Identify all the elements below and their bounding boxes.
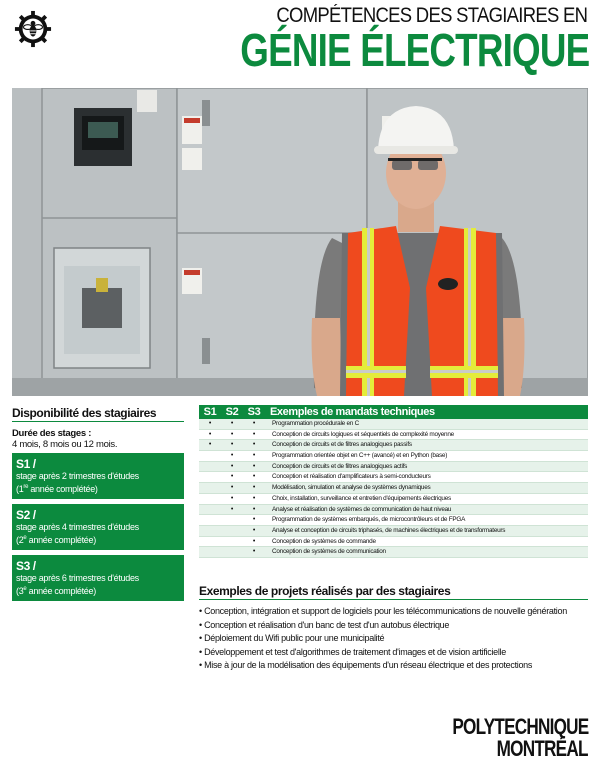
col-s3: S3 <box>247 406 261 418</box>
table-row <box>199 483 588 494</box>
cell-s3: • <box>252 505 256 513</box>
table-row <box>199 494 588 505</box>
cell-s2: • <box>230 494 234 502</box>
cell-mandate: Conception et réalisation d'amplificateurs à semi-conducteurs <box>272 473 431 481</box>
cell-s1 <box>199 462 221 472</box>
session-line: stage après 6 trimestres d'études <box>16 573 139 583</box>
session-box-s1 <box>12 453 184 499</box>
cell-s1 <box>199 505 221 515</box>
table-row <box>199 505 588 516</box>
cell-s3: • <box>252 452 256 460</box>
intern-photo <box>12 88 588 396</box>
cell-mandate: Analyse et conception de circuits triphasés, de machines électriques et de transformateurs <box>272 526 506 534</box>
table-row <box>199 462 588 473</box>
cell-s2 <box>221 526 243 536</box>
cell-s3: • <box>252 537 256 545</box>
session-completed-line: (1re année complétée) <box>16 484 98 494</box>
cell-mandate: Analyse et réalisation de systèmes de communication de haut niveau <box>272 505 452 513</box>
cell-s2: • <box>230 430 234 438</box>
mandates-table <box>199 405 588 558</box>
cell-s3: • <box>252 420 256 427</box>
cell-s3: • <box>252 473 256 481</box>
session-head: S3 / <box>16 559 36 573</box>
table-row <box>199 419 588 430</box>
cell-mandate: Programmation de systèmes embarqués, de microcontrôleurs et de FPGA <box>272 516 466 524</box>
cell-mandate: Conception de systèmes de commande <box>272 537 376 545</box>
cell-s2: • <box>230 420 234 427</box>
availability-title: Disponibilité des stagiaires <box>12 406 157 420</box>
availability-divider <box>12 421 184 422</box>
cell-s2: • <box>230 452 234 460</box>
session-completed-line: (3e année complétée) <box>16 586 96 596</box>
table-row <box>199 515 588 526</box>
session-head: S1 / <box>16 457 36 471</box>
cell-s1 <box>199 547 221 557</box>
cell-mandate: Programmation procédurale en C <box>272 420 359 427</box>
cell-s1: • <box>208 441 212 449</box>
projects-list <box>199 605 594 673</box>
cell-s1 <box>199 451 221 461</box>
col-s2: S2 <box>225 406 239 418</box>
session-box-s3 <box>12 555 184 601</box>
cell-s3: • <box>252 516 256 524</box>
cell-s1 <box>199 483 221 493</box>
cell-s2: • <box>230 473 234 481</box>
table-row <box>199 440 588 451</box>
cell-s3: • <box>252 430 256 438</box>
cell-mandate: Conception de circuits logiques et séquentiels de complexité moyenne <box>272 430 454 438</box>
list-item: • Mise à jour de la modélisation des équipements d'un réseau électrique et des protections <box>199 660 533 671</box>
cell-mandate: Conception de systèmes de communication <box>272 548 386 556</box>
cell-s3: • <box>252 462 256 470</box>
cell-mandate: Modélisation, simulation et analyse de systèmes dynamiques <box>272 484 431 492</box>
cell-s1 <box>199 472 221 482</box>
cell-mandate: Programmation orientée objet en C++ (avancé) et en Python (base) <box>272 452 448 460</box>
cell-s2: • <box>230 441 234 449</box>
session-completed-line: (2e année complétée) <box>16 535 96 545</box>
cell-mandate: Conception de circuits et de filtres analogiques passifs <box>272 441 412 449</box>
table-row <box>199 472 588 483</box>
session-line: stage après 2 trimestres d'études <box>16 471 139 481</box>
session-head: S2 / <box>16 508 36 522</box>
cell-mandate: Choix, installation, surveillance et entretien d'équipements électriques <box>272 494 451 502</box>
list-item: • Conception, intégration et support de logiciels pour les télécommunications de nouvelle génération <box>199 606 567 616</box>
cell-s1 <box>199 494 221 504</box>
table-body <box>199 419 588 558</box>
cell-s3: • <box>252 441 256 449</box>
projects-divider <box>199 599 588 600</box>
projects-title: Exemples de projets réalisés par des stagiaires <box>199 584 451 598</box>
cell-s1: • <box>208 430 212 438</box>
session-line: stage après 4 trimestres d'études <box>16 522 139 532</box>
footer-logo-line2: MONTRÉAL <box>497 736 588 761</box>
cell-mandate: Conception de circuits et de filtres analogiques actifs <box>272 462 408 470</box>
list-item: • Conception et réalisation d'un banc de test d'un autobus électrique <box>199 619 450 630</box>
table-row <box>199 430 588 441</box>
table-row <box>199 547 588 558</box>
duration-value: 4 mois, 8 mois ou 12 mois. <box>12 439 118 450</box>
footer-logo-line1: POLYTECHNIQUE <box>451 714 588 739</box>
cell-s1: • <box>208 420 212 427</box>
col-mandates: Exemples de mandats techniques <box>270 406 435 418</box>
table-row <box>199 451 588 462</box>
cell-s1 <box>199 537 221 547</box>
session-box-s2 <box>12 504 184 550</box>
cell-s3: • <box>252 484 256 492</box>
cell-s1 <box>199 515 221 525</box>
table-row <box>199 537 588 548</box>
duration-label: Durée des stages : <box>12 428 92 439</box>
cell-s2: • <box>230 484 234 492</box>
cell-s2 <box>221 515 243 525</box>
gear-bee-seal-icon <box>14 10 52 48</box>
cell-s3: • <box>252 494 256 502</box>
cell-s1 <box>199 526 221 536</box>
table-header <box>199 405 588 419</box>
col-s1: S1 <box>203 406 217 418</box>
list-item: • Développement et test d'algorithmes de traitement d'images et de vision artificielle <box>199 646 506 657</box>
page-title: GÉNIE ÉLECTRIQUE <box>239 24 589 76</box>
cell-s3: • <box>252 526 256 534</box>
cell-s2 <box>221 547 243 557</box>
cell-s3: • <box>252 548 256 556</box>
page-kicker: COMPÉTENCES DES STAGIAIRES EN <box>276 4 587 27</box>
table-row <box>199 526 588 537</box>
cell-s2: • <box>230 462 234 470</box>
cell-s2: • <box>230 505 234 513</box>
cell-s2 <box>221 537 243 547</box>
list-item: • Déploiement du Wifi public pour une municipalité <box>199 633 385 644</box>
